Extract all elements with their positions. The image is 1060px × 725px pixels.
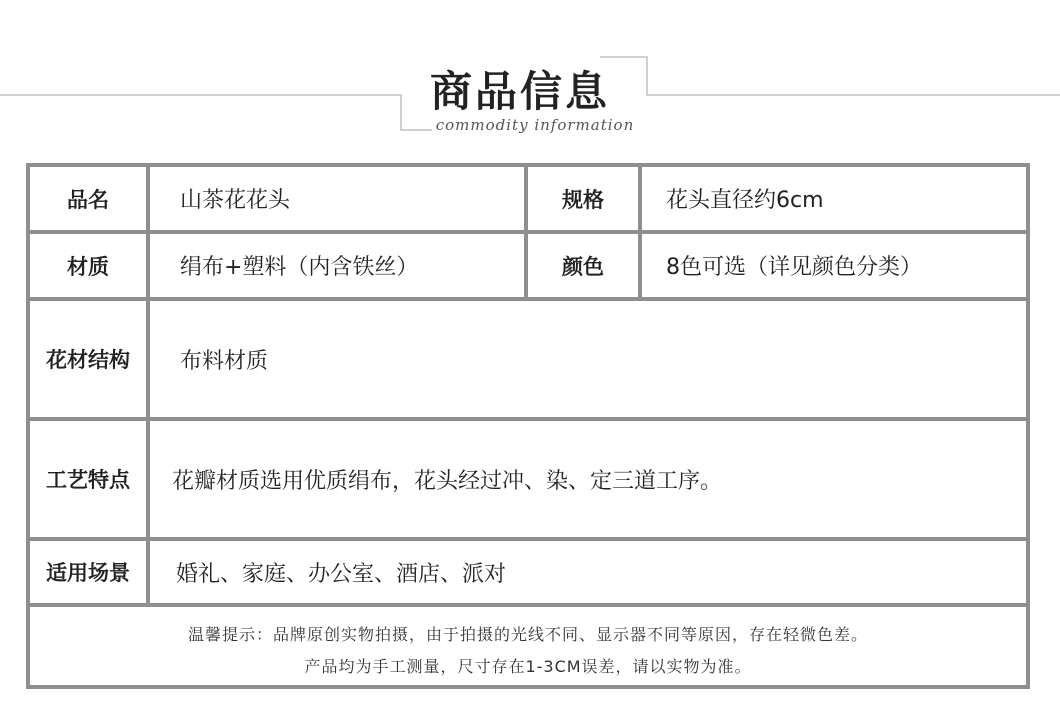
product-info-table (26, 163, 1030, 689)
label-craft: 工艺特点 (46, 468, 130, 492)
header-frame-right (646, 56, 648, 96)
value-structure: 布料材质 (180, 348, 269, 374)
page-title: 商品信息 (429, 67, 610, 116)
value-product-name: 山茶花花头 (180, 188, 291, 213)
value-craft: 花瓣材质选用优质绢布，花头经过冲、染、定三道工序。 (172, 468, 723, 494)
value-color: 8色可选（详见颜色分类） (666, 255, 922, 280)
value-material: 绢布+塑料（内含铁丝） (180, 255, 419, 280)
header-rule-left (0, 94, 400, 96)
label-spec: 规格 (562, 187, 604, 212)
row-divider (30, 603, 1026, 607)
page-subtitle: commodity information (435, 116, 635, 134)
header-frame-bottom (400, 129, 432, 131)
header-frame-left (400, 94, 402, 130)
value-scenes: 婚礼、家庭、办公室、酒店、派对 (176, 561, 507, 587)
value-spec: 花头直径约6cm (666, 188, 824, 213)
label-structure: 花材结构 (46, 348, 130, 372)
label-color: 颜色 (562, 254, 604, 279)
header-rule-right (646, 94, 1060, 96)
header-frame-top (600, 56, 648, 58)
label-material: 材质 (67, 254, 109, 279)
label-scenes: 适用场景 (46, 561, 130, 585)
notice-line-2: 产品均为手工测量，尺寸存在1-3CM误差，请以实物为准。 (304, 657, 752, 676)
notice-line-1: 温馨提示：品牌原创实物拍摄，由于拍摄的光线不同、显示器不同等原因，存在轻微色差。 (187, 625, 868, 644)
label-product-name: 品名 (67, 187, 109, 212)
